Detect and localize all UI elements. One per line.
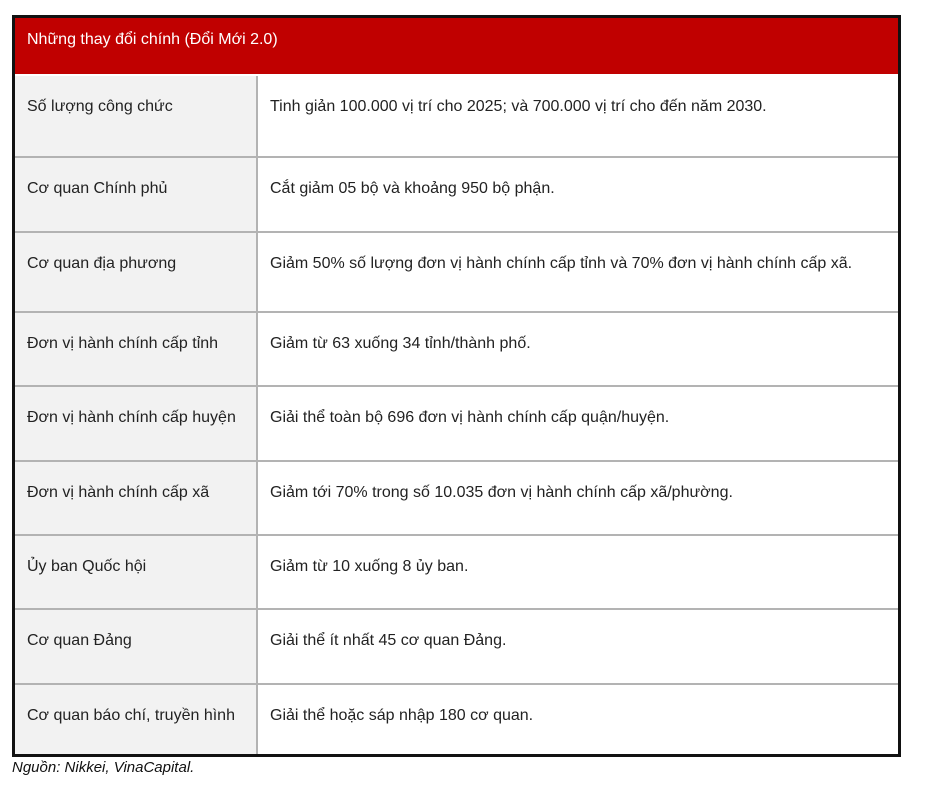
table-row <box>15 683 898 754</box>
row-label: Cơ quan Chính phủ <box>15 158 258 231</box>
row-label: Đơn vị hành chính cấp xã <box>15 462 258 534</box>
source-note: Nguồn: Nikkei, VinaCapital. <box>12 759 195 776</box>
changes-table <box>12 15 901 757</box>
table-row <box>15 534 898 608</box>
row-label: Cơ quan báo chí, truyền hình <box>15 685 258 754</box>
table-row <box>15 608 898 683</box>
table-row <box>15 231 898 311</box>
row-value: Giải thể ít nhất 45 cơ quan Đảng. <box>270 632 507 649</box>
row-value: Tinh giản 100.000 vị trí cho 2025; và 700.000 vị trí cho đến năm 2030. <box>270 98 767 115</box>
table-row <box>15 156 898 231</box>
row-value: Giải thể toàn bộ 696 đơn vị hành chính cấp quận/huyện. <box>270 409 670 426</box>
table-row <box>15 385 898 460</box>
table-row <box>15 311 898 385</box>
row-label: Đơn vị hành chính cấp huyện <box>15 387 258 460</box>
row-value: Giải thể hoặc sáp nhập 180 cơ quan. <box>270 707 534 724</box>
row-value: Giảm tới 70% trong số 10.035 đơn vị hành chính cấp xã/phường. <box>270 484 733 501</box>
table-row <box>15 76 898 156</box>
row-label: Đơn vị hành chính cấp tỉnh <box>15 313 258 385</box>
row-value: Giảm 50% số lượng đơn vị hành chính cấp tỉnh và 70% đơn vị hành chính cấp xã. <box>270 255 853 272</box>
table-body <box>15 76 898 754</box>
row-label: Số lượng công chức <box>15 76 258 156</box>
row-value: Giảm từ 10 xuống 8 ủy ban. <box>270 558 469 575</box>
row-label: Cơ quan địa phương <box>15 233 258 311</box>
row-label: Ủy ban Quốc hội <box>15 536 258 608</box>
table-header: Những thay đổi chính (Đổi Mới 2.0) <box>15 18 898 76</box>
row-value: Giảm từ 63 xuống 34 tỉnh/thành phố. <box>270 335 531 352</box>
row-label: Cơ quan Đảng <box>15 610 258 683</box>
table-row <box>15 460 898 534</box>
row-value: Cắt giảm 05 bộ và khoảng 950 bộ phận. <box>270 180 555 197</box>
